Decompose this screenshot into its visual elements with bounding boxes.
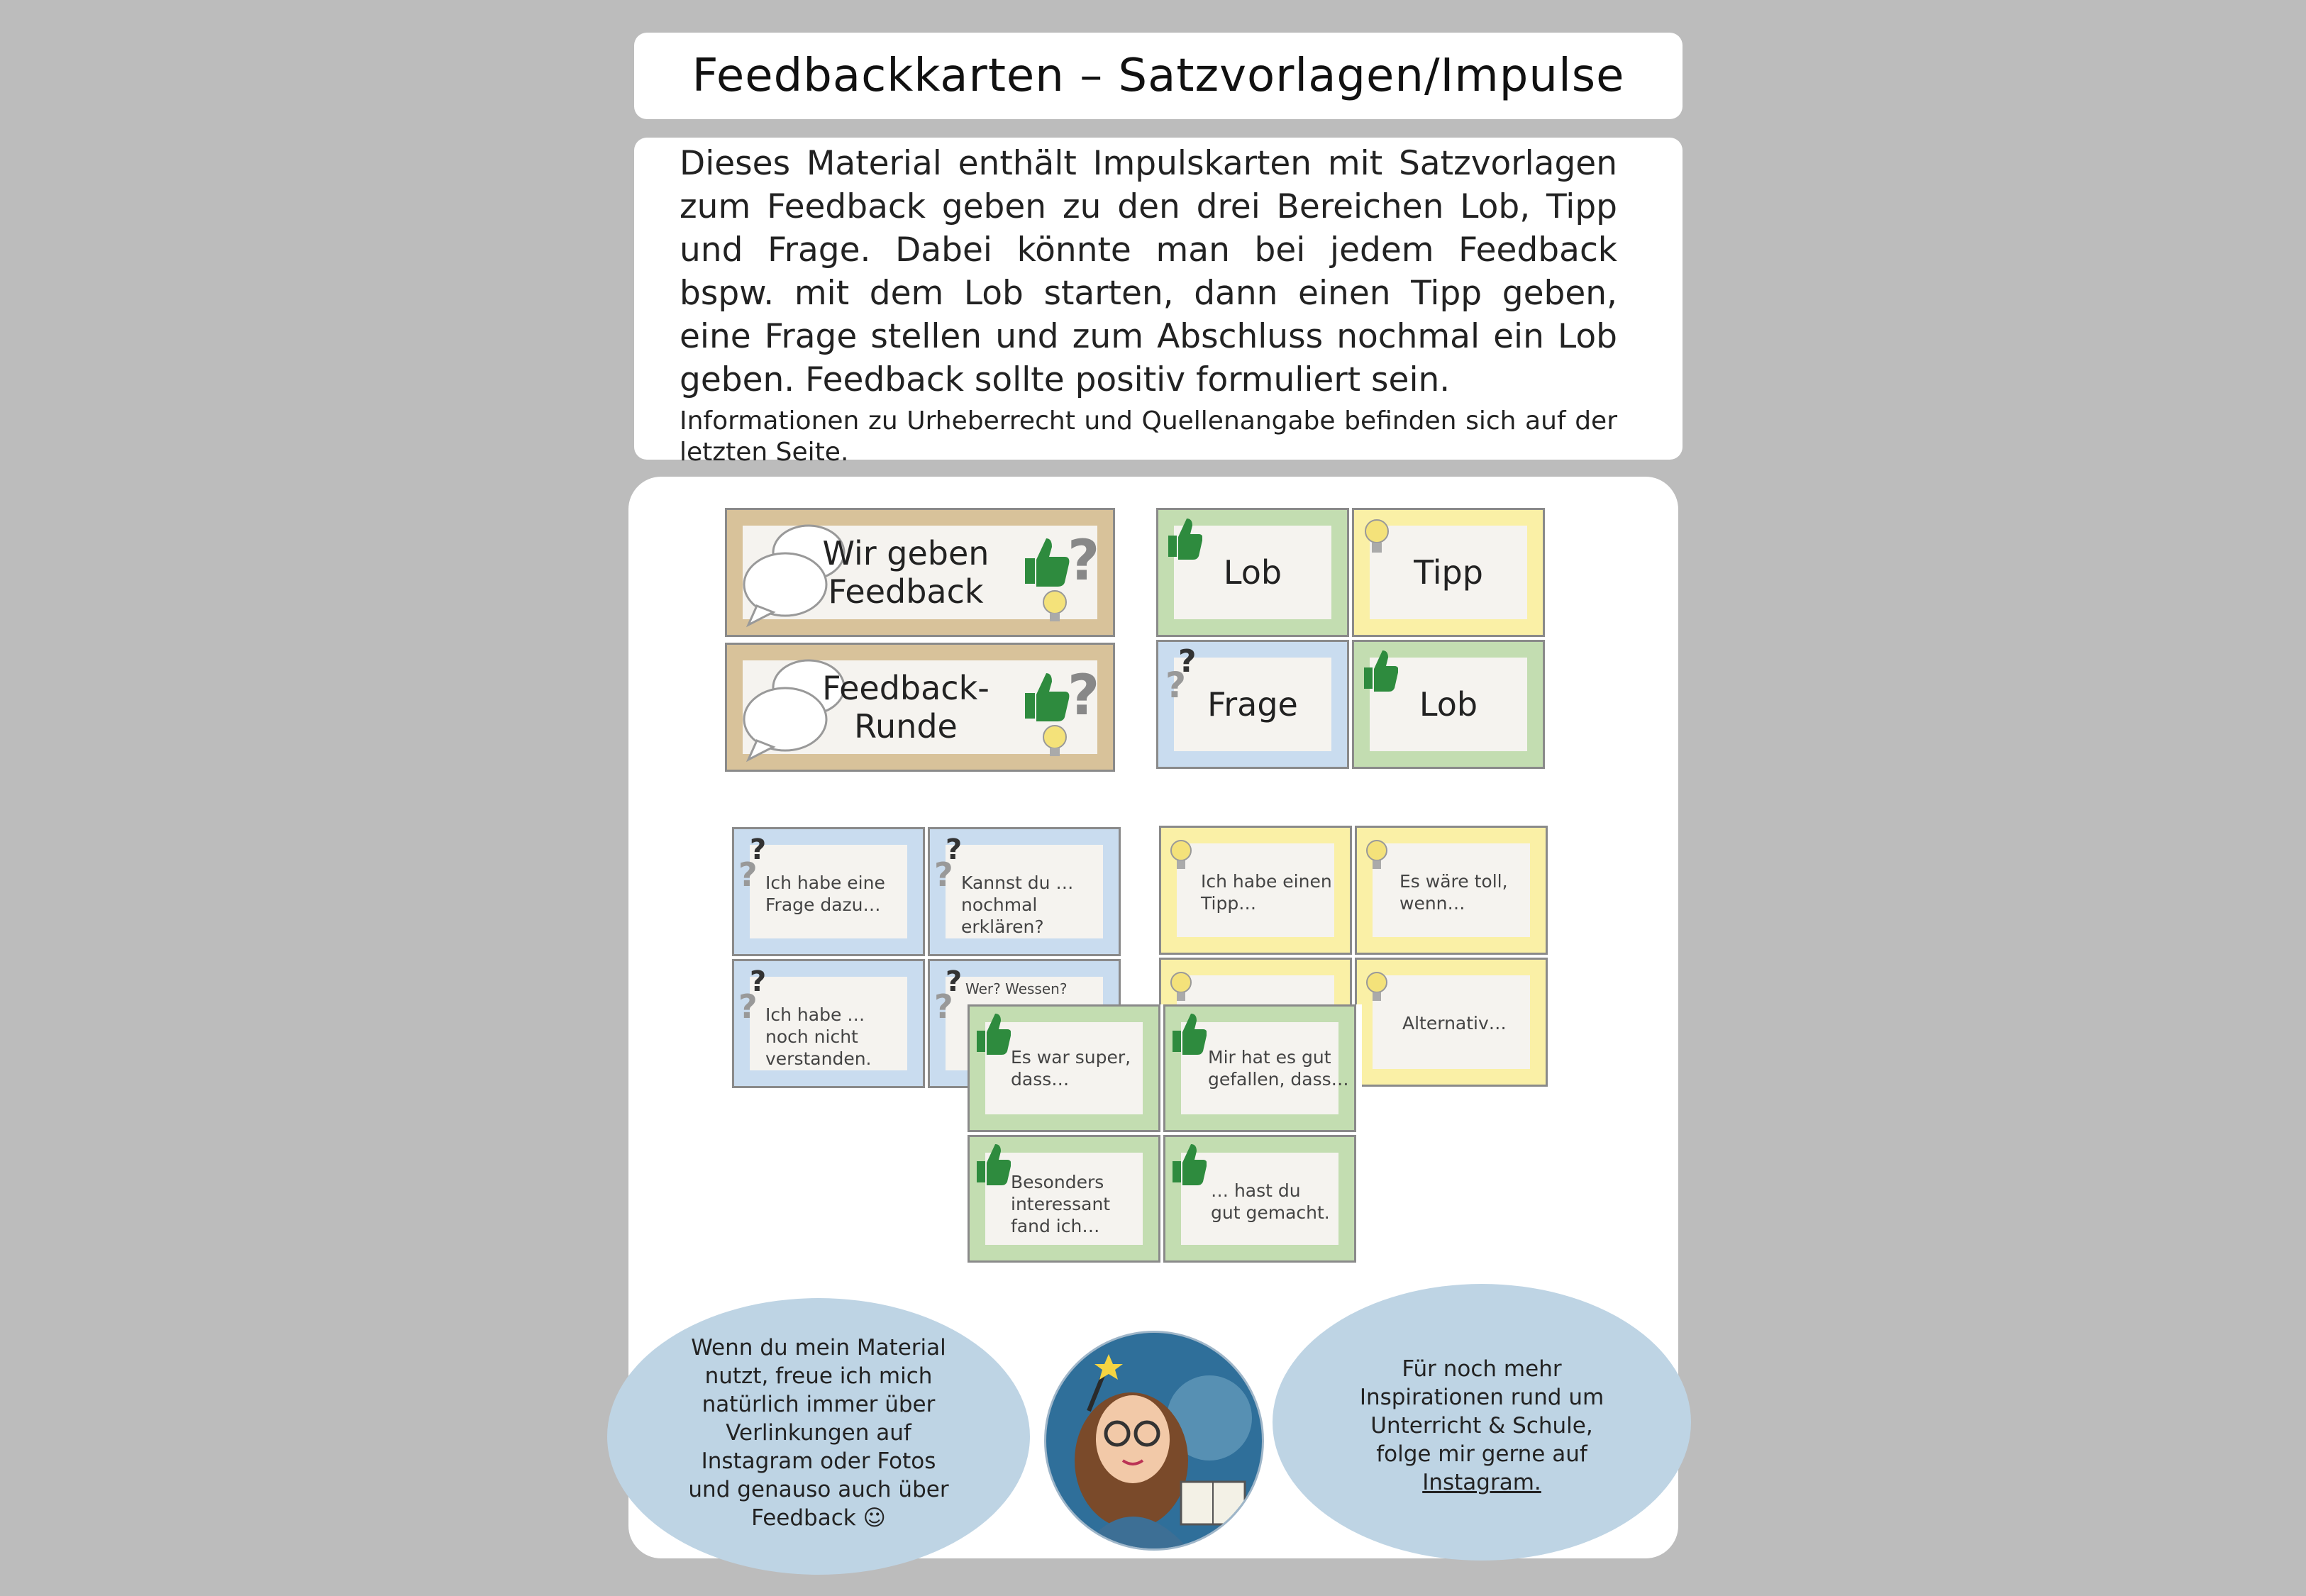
info-bubble-right bbox=[1273, 1284, 1691, 1561]
header-cards-preview bbox=[725, 508, 1124, 777]
lob-card bbox=[968, 1135, 1160, 1263]
lightbulb-icon bbox=[1364, 970, 1390, 1008]
svg-text:?: ? bbox=[934, 987, 953, 1022]
category-label: Lob bbox=[1223, 553, 1282, 592]
avatar-illustration bbox=[1046, 1333, 1262, 1548]
svg-text:?: ? bbox=[750, 833, 767, 866]
lob-card bbox=[1163, 1004, 1356, 1132]
lightbulb-icon bbox=[1168, 970, 1194, 1008]
feedback-symbols-icon bbox=[1018, 658, 1110, 764]
frage-card bbox=[1156, 640, 1349, 769]
svg-text:?: ? bbox=[946, 833, 963, 866]
frage-card bbox=[732, 827, 925, 956]
bubble-left-text: Wenn du mein Material nutzt, freue ich mich natürlich immer über Verlinkungen auf Instagram oder Fotos und genauso auch über Feedback ☺ bbox=[688, 1335, 949, 1531]
intro-box bbox=[634, 138, 1683, 467]
tipp-card bbox=[1355, 958, 1548, 1087]
svg-text:?: ? bbox=[946, 965, 963, 998]
category-label: Tipp bbox=[1414, 553, 1483, 592]
tipp-card-text: Ich habe einen Tipp… bbox=[1201, 871, 1332, 914]
tipp-card bbox=[1355, 826, 1548, 955]
category-cards-preview bbox=[1156, 508, 1551, 777]
svg-text:?: ? bbox=[1165, 665, 1187, 700]
question-mark-icon bbox=[934, 965, 967, 1022]
lob-card bbox=[968, 1004, 1160, 1132]
frage-card-text: Ich habe eine Frage dazu… bbox=[765, 872, 885, 915]
avatar bbox=[1044, 1331, 1264, 1551]
tipp-card bbox=[1159, 826, 1352, 955]
bubble-right-text bbox=[1358, 1355, 1606, 1497]
lob-card-text: Mir hat es gut gefallen, dass… bbox=[1208, 1047, 1349, 1090]
title-box bbox=[634, 33, 1683, 119]
lob-card bbox=[1163, 1135, 1356, 1263]
lightbulb-icon bbox=[1168, 838, 1194, 876]
thumbs-up-icon bbox=[1170, 1011, 1207, 1055]
page-title: Feedbackkarten – Satzvorlagen/Impulse bbox=[692, 50, 1625, 102]
thumbs-up-icon bbox=[974, 1011, 1011, 1055]
thumbs-up-icon bbox=[1170, 1141, 1207, 1185]
tipp-card bbox=[1352, 508, 1545, 637]
header-card bbox=[725, 508, 1115, 637]
tipp-card-text: Alternativ… bbox=[1402, 1013, 1507, 1033]
frage-card-text: Wer? Wessen? bbox=[965, 980, 1068, 997]
tipp-card-text: Es wäre toll, wenn… bbox=[1399, 871, 1508, 914]
svg-text:?: ? bbox=[1068, 529, 1100, 593]
header-card bbox=[725, 643, 1115, 772]
svg-text:?: ? bbox=[1178, 643, 1197, 680]
lob-card bbox=[1352, 640, 1545, 769]
lob-cards-preview bbox=[968, 1004, 1362, 1274]
svg-text:?: ? bbox=[738, 855, 758, 890]
category-label: Frage bbox=[1207, 685, 1298, 724]
svg-text:?: ? bbox=[934, 855, 953, 890]
frage-card-text: Ich habe … noch nicht verstanden. bbox=[765, 1004, 872, 1069]
svg-text:?: ? bbox=[1068, 664, 1100, 728]
header-card-label: Feedback-Runde bbox=[822, 669, 990, 746]
intro-text: Dieses Material enthält Impulskarten mit Satzvorlagen zum Feedback geben zu den drei Bereichen Lob, Tipp und Frage. Dabei könnte man bei jedem Feedback bspw. mit dem Lob starten, dann einen Tipp geben, eine Frage stellen und zum Abschluss nochmal ein Lob geben. Feedback sollte positiv formuliert sein. bbox=[680, 144, 1617, 399]
lob-card bbox=[1156, 508, 1349, 637]
feedback-symbols-icon bbox=[1018, 523, 1110, 629]
thumbs-up-icon bbox=[974, 1141, 1011, 1185]
svg-text:?: ? bbox=[750, 965, 767, 998]
frage-card bbox=[928, 827, 1121, 956]
instagram-link[interactable]: Instagram. bbox=[1422, 1470, 1541, 1495]
lob-card-text: Besonders interessant fand ich… bbox=[1011, 1172, 1111, 1236]
lob-card-text: … hast du gut gemacht. bbox=[1211, 1180, 1330, 1223]
header-card-label: Wir geben Feedback bbox=[822, 534, 990, 611]
info-bubble-left bbox=[607, 1298, 1030, 1575]
svg-text:?: ? bbox=[738, 987, 758, 1022]
frage-card-text: Kannst du … nochmal erklären? bbox=[961, 872, 1074, 937]
category-label: Lob bbox=[1419, 685, 1478, 724]
frage-card bbox=[732, 959, 925, 1088]
lob-card-text: Es war super, dass… bbox=[1011, 1047, 1131, 1090]
copyright-note: Informationen zu Urheberrecht und Quellenangabe befinden sich auf der letzten Seite. bbox=[680, 406, 1617, 467]
lightbulb-icon bbox=[1364, 838, 1390, 876]
bubble-right-message: Für noch mehr Inspirationen rund um Unterricht & Schule, folge mir gerne auf bbox=[1359, 1356, 1604, 1467]
